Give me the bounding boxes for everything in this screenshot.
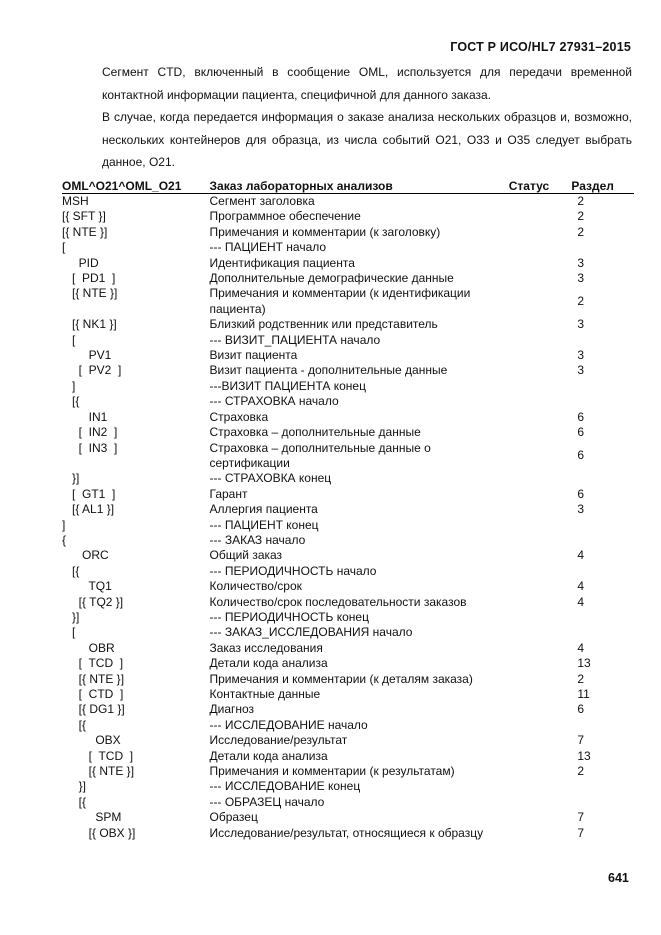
segment-description: Детали кода анализа: [209, 656, 328, 671]
table-row: [62, 240, 634, 255]
segment-code: {: [62, 532, 67, 547]
segment-description: ---ВИЗИТ ПАЦИЕНТА конец: [209, 378, 366, 393]
table-row: [62, 656, 634, 671]
table-row: [62, 333, 634, 348]
segment-description: --- ОБРАЗЕЦ начало: [209, 794, 325, 809]
segment-section: 7: [577, 733, 585, 748]
table-row: [62, 702, 634, 717]
segment-status: [509, 394, 572, 409]
segment-status: [509, 194, 572, 210]
segment-code: [ TCD ]: [62, 748, 134, 763]
table-row: [62, 672, 634, 687]
segment-section: 3: [577, 363, 585, 378]
segment-code: [: [62, 240, 66, 255]
segment-code: [ TCD ]: [62, 656, 124, 671]
segment-description: --- ИССЛЕДОВАНИЕ начало: [209, 717, 368, 732]
column-header-message: OML^O21^OML_O21: [62, 177, 210, 194]
table-row: [62, 779, 634, 794]
segment-code: [{ OBX }]: [62, 825, 136, 840]
table-body: [62, 194, 634, 842]
segment-section: 3: [577, 317, 585, 332]
segment-status: [509, 548, 572, 563]
segment-section: 7: [577, 810, 585, 825]
table-row: [62, 410, 634, 425]
segment-code: }]: [62, 471, 80, 486]
segment-description: Примечания и комментарии (к деталям заказа): [209, 671, 473, 686]
table-row: [62, 749, 634, 764]
segment-description: --- ЗАКАЗ_ИССЛЕДОВАНИЯ начало: [209, 625, 413, 640]
segment-section: 13: [577, 748, 591, 763]
segment-section: [571, 625, 634, 640]
segment-description: --- ИССЛЕДОВАНИЕ конец: [209, 779, 361, 794]
segment-description: --- ПАЦИЕНТ начало: [209, 240, 327, 255]
segment-code: ]: [62, 378, 76, 393]
segment-section: 4: [577, 594, 585, 609]
segment-code: [{ AL1 }]: [62, 502, 115, 517]
table-row: [62, 271, 634, 286]
segment-description: Страховка: [209, 409, 269, 424]
segment-status: [509, 240, 572, 255]
table-header-row: [62, 177, 634, 194]
segment-code: SPM: [62, 810, 122, 825]
segment-code: [{ NTE }]: [62, 224, 108, 239]
segment-status: [509, 271, 572, 286]
segment-status: [509, 333, 572, 348]
segment-description: Примечания и комментарии (к результатам): [209, 764, 455, 779]
segment-code: OBR: [62, 640, 115, 655]
column-header-status: Статус: [509, 177, 572, 194]
table-row: [62, 256, 634, 271]
segment-code: IN1: [62, 409, 108, 424]
table-row: [62, 564, 634, 579]
segment-status: [509, 317, 572, 332]
paragraph-text: Сегмент CTD, включенный в сообщение OML, используется для передачи временной контактной информации пациента, специфичной для данного заказа.: [102, 65, 632, 102]
segment-code: [ IN3 ]: [62, 440, 118, 455]
segment-status: [509, 363, 572, 378]
table-row: [62, 548, 634, 563]
segment-status: [509, 826, 572, 841]
message-structure-table: [62, 177, 634, 841]
segment-code: TQ1: [62, 579, 112, 594]
segment-description: Гарант: [209, 486, 248, 501]
table-row: [62, 209, 634, 224]
segment-status: [509, 487, 572, 502]
segment-section: 13: [577, 656, 591, 671]
segment-description: Исследование/результат, относящиеся к образцу: [209, 825, 484, 840]
segment-section: 2: [577, 764, 585, 779]
paragraph-ctd: [62, 61, 632, 106]
segment-status: [509, 595, 572, 610]
table-row: [62, 502, 634, 517]
segment-description: --- ПЕРИОДИЧНОСТЬ конец: [209, 609, 369, 624]
segment-status: [509, 702, 572, 717]
segment-status: [509, 425, 572, 440]
table-row: [62, 687, 634, 702]
table-row: [62, 348, 634, 363]
table-row: [62, 363, 634, 378]
segment-status: [509, 641, 572, 656]
segment-code: [ IN2 ]: [62, 425, 118, 440]
table-row: [62, 579, 634, 594]
segment-code: [{ NTE }]: [62, 286, 118, 301]
segment-status: [509, 379, 572, 394]
segment-code: [{ NTE }]: [62, 671, 125, 686]
segment-section: 6: [577, 702, 585, 717]
segment-status: [509, 441, 572, 472]
segment-description: --- ПАЦИЕНТ конец: [209, 517, 319, 532]
table-row: [62, 641, 634, 656]
segment-code: [ PD1 ]: [62, 271, 116, 286]
segment-code: PID: [62, 255, 99, 270]
segment-status: [509, 718, 572, 733]
segment-description: Диагноз: [209, 702, 255, 717]
table-row: [62, 425, 634, 440]
segment-code: [{ DG1 }]: [62, 702, 125, 717]
column-header-name: Заказ лабораторных анализов: [210, 177, 509, 194]
segment-description: Количество/срок последовательности заказов: [209, 594, 467, 609]
page-number: 641: [608, 871, 629, 885]
segment-status: [509, 795, 572, 810]
segment-code: [{: [62, 563, 80, 578]
segment-description: Примечания и комментарии (к заголовку): [209, 224, 441, 239]
segment-status: [509, 471, 572, 486]
segment-description: Визит пациента - дополнительные данные: [209, 363, 448, 378]
segment-description: Образец: [209, 810, 258, 825]
segment-status: [509, 564, 572, 579]
table-row: [62, 625, 634, 640]
segment-section: 6: [577, 486, 585, 501]
segment-section: 2: [577, 209, 585, 224]
segment-section: [571, 333, 634, 348]
segment-description: Примечания и комментарии (к идентификации пациента): [209, 286, 471, 316]
segment-section: 3: [577, 255, 585, 270]
segment-status: [509, 810, 572, 825]
segment-code: PV1: [62, 348, 112, 363]
segment-code: [ CTD ]: [62, 687, 124, 701]
segment-section: 6: [577, 425, 585, 440]
segment-section: 2: [577, 194, 585, 208]
segment-section: [571, 394, 634, 409]
segment-description: --- СТРАХОВКА конец: [209, 471, 332, 486]
segment-code: ]: [62, 517, 66, 532]
segment-section: [571, 533, 634, 548]
segment-status: [509, 779, 572, 794]
segment-section: 6: [577, 409, 585, 424]
segment-status: [509, 733, 572, 748]
segment-section: [571, 518, 634, 533]
table-row: [62, 471, 634, 486]
segment-description: Дополнительные демографические данные: [209, 271, 454, 286]
segment-code: [{: [62, 717, 87, 732]
table-row: [62, 595, 634, 610]
column-header-section: Раздел: [571, 177, 634, 194]
segment-description: Аллергия пациента: [209, 502, 318, 517]
table-row: [62, 795, 634, 810]
segment-code: [{ SFT }]: [62, 209, 106, 224]
segment-status: [509, 348, 572, 363]
segment-section: 3: [577, 502, 585, 517]
segment-section: 2: [577, 294, 585, 309]
segment-description: --- ЗАКАЗ начало: [209, 532, 306, 547]
segment-description: Близкий родственник или представитель: [209, 317, 438, 332]
segment-status: [509, 518, 572, 533]
segment-description: Контактные данные: [209, 687, 321, 701]
segment-section: [571, 795, 634, 810]
segment-section: 2: [577, 671, 585, 686]
paragraph-events: [62, 106, 632, 174]
segment-status: [509, 687, 572, 702]
segment-section: 7: [577, 825, 585, 840]
paragraph-text: В случае, когда передается информация о заказе анализа нескольких образцов и, возможно, нескольких контейнеров для образца, из числа событий O21, O33 и O35 следует выбрать данное, O21.: [102, 110, 632, 169]
table-row: [62, 826, 634, 841]
table-row: [62, 317, 634, 332]
segment-section: [571, 779, 634, 794]
segment-description: Страховка – дополнительные данные: [209, 425, 421, 440]
segment-section: 2: [577, 224, 585, 239]
table-row: [62, 225, 634, 240]
segment-description: Идентификация пациента: [209, 255, 355, 270]
segment-section: [571, 471, 634, 486]
segment-description: --- ВИЗИТ_ПАЦИЕНТА начало: [209, 332, 381, 347]
segment-code: OBX: [62, 733, 121, 748]
segment-status: [509, 764, 572, 779]
segment-section: 6: [577, 448, 585, 463]
segment-section: [571, 240, 634, 255]
segment-description: Сегмент заголовка: [209, 194, 315, 208]
table-row: [62, 533, 634, 548]
segment-section: 3: [577, 271, 585, 286]
segment-section: [571, 379, 634, 394]
table-row: [62, 764, 634, 779]
document-header: ГОСТ Р ИСО/HL7 27931–2015: [450, 40, 631, 54]
segment-description: Количество/срок: [209, 579, 302, 594]
table-row: [62, 487, 634, 502]
segment-section: 4: [577, 548, 585, 563]
segment-code: [{: [62, 794, 87, 809]
segment-description: Страховка – дополнительные данные о сертификации: [209, 440, 431, 470]
segment-status: [509, 625, 572, 640]
segment-section: 4: [577, 579, 585, 594]
segment-section: 3: [577, 348, 585, 363]
table-row: [62, 518, 634, 533]
segment-description: --- ПЕРИОДИЧНОСТЬ начало: [209, 563, 377, 578]
segment-code: [{ NTE }]: [62, 764, 135, 779]
segment-code: [{: [62, 394, 80, 409]
segment-status: [509, 225, 572, 240]
segment-description: Общий заказ: [209, 548, 283, 563]
segment-status: [509, 502, 572, 517]
table-row: [62, 379, 634, 394]
table-row: [62, 810, 634, 825]
segment-status: [509, 672, 572, 687]
segment-section: [571, 564, 634, 579]
segment-section: 4: [577, 640, 585, 655]
segment-code: ORC: [62, 548, 109, 563]
segment-description: Визит пациента: [209, 348, 298, 363]
segment-code: [: [62, 625, 76, 640]
segment-description: Детали кода анализа: [209, 748, 328, 763]
segment-code: [{ NK1 }]: [62, 317, 117, 332]
segment-status: [509, 579, 572, 594]
segment-status: [509, 749, 572, 764]
segment-section: 11: [577, 687, 590, 701]
segment-status: [509, 656, 572, 671]
segment-status: [509, 256, 572, 271]
segment-code: [ PV2 ]: [62, 363, 122, 378]
segment-status: [509, 286, 572, 317]
segment-status: [509, 610, 572, 625]
segment-section: [571, 610, 634, 625]
table-row: [62, 718, 634, 733]
table-row: [62, 733, 634, 748]
segment-code: [: [62, 332, 76, 347]
table-row: [62, 610, 634, 625]
segment-section: [571, 718, 634, 733]
segment-description: --- СТРАХОВКА начало: [209, 394, 339, 409]
table-row: [62, 441, 634, 472]
table-row: [62, 286, 634, 317]
segment-code: [{ TQ2 }]: [62, 594, 124, 609]
table-row: [62, 194, 634, 210]
segment-code: }]: [62, 609, 80, 624]
table-row: [62, 394, 634, 409]
segment-status: [509, 533, 572, 548]
segment-code: }]: [62, 779, 87, 794]
segment-description: Заказ исследования: [209, 640, 323, 655]
segment-status: [509, 410, 572, 425]
segment-code: MSH: [62, 194, 89, 208]
segment-description: Исследование/результат: [209, 733, 348, 748]
segment-status: [509, 209, 572, 224]
segment-description: Программное обеспечение: [209, 209, 361, 224]
segment-code: [ GT1 ]: [62, 486, 116, 501]
